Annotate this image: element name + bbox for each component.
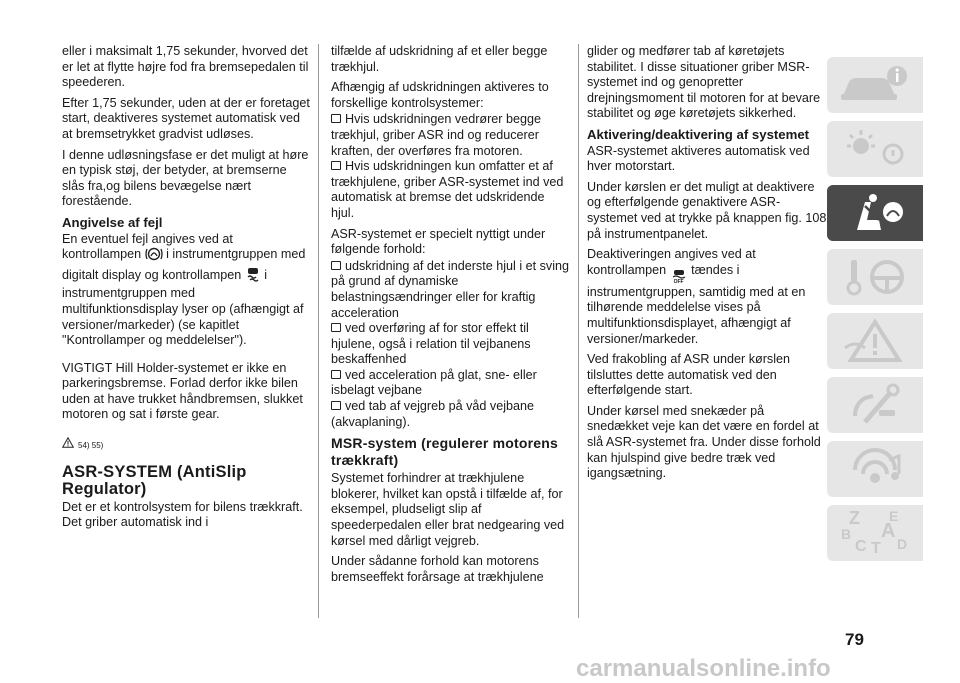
page-number: 79 <box>845 630 864 649</box>
square-bullet-icon <box>331 370 341 379</box>
tab-warning[interactable] <box>827 313 923 369</box>
square-bullet-icon <box>331 401 341 410</box>
paragraph: eller i maksimalt 1,75 sekunder, hvorved det er let at flytte højre fod fra bremsepedalen til speederen. <box>62 44 309 90</box>
index-letter: E <box>889 508 899 524</box>
text: Deaktiveringen angives ved at kontrollampen <box>587 247 756 277</box>
text: En eventuel fejl angives ved at kontrollampen <box>62 231 233 262</box>
list-item-text: ved acceleration på glat, sne- eller isbelagt vejbane <box>331 367 537 398</box>
warning-reference <box>62 437 310 454</box>
paragraph: ASR-systemet aktiveres automatisk ved hver motorstart. <box>587 143 810 174</box>
text: i instrumentgruppen med multifunktionsdisplay lyser op (afhængigt af versioner/markeder) (se kapitlet "Kontrollamper og meddelelser"). <box>62 267 304 348</box>
paragraph-fault <box>62 232 310 349</box>
tab-index[interactable] <box>827 505 923 561</box>
asr-off-lamp-icon <box>672 269 686 285</box>
paragraph-important: VIGTIGT Hill Holder-systemet er ikke en parkeringsbremse. Forlad derfor ikke bilen uden at have trukket håndbremsen, slukket motoren og sat i første gear. <box>62 360 303 422</box>
list-item-text: ved tab af vejgreb på våd vejbane (akvaplaning). <box>331 399 535 429</box>
tab-seat-safety[interactable] <box>827 185 923 241</box>
list-item-text: ved overføring af for stor effekt til hjulene, også i relation til vejbanens beskaffenhed <box>331 321 531 367</box>
off-label: OFF <box>673 278 684 285</box>
warning-numbers: 54) 55) <box>78 440 104 450</box>
paragraph-deactivation <box>587 247 827 347</box>
seat-safety-icon <box>835 190 915 236</box>
skid-car-lamp-icon <box>245 266 261 287</box>
paragraph: Ved frakobling af ASR under kørslen tilsluttes dette automatisk ved den efterfølgende start. <box>587 352 791 398</box>
paragraph: ASR-systemet er specielt nyttigt under følgende forhold: <box>331 226 546 257</box>
text: tændes i instrumentgruppen, samtidig med at en tilhørende meddelelse vises på multifunktionsdisplayet, afhængigt af versioner/markeder. <box>587 262 806 346</box>
paragraph: Under sådanne forhold kan motorens bremseeffekt forårsage at trækhjulene <box>331 554 544 584</box>
column-3 <box>587 44 827 487</box>
column-divider <box>318 44 319 618</box>
asr-warning-lamp-icon <box>145 247 163 266</box>
lights-icon <box>835 126 915 172</box>
paragraph: Systemet forhindrer at trækhjulene blokerer, hvilket kan opstå i tilfælde af, for eksempel, pludseligt slip af speederpedalen eller brat nedgearing ved kørsel med dårligt vejgreb. <box>331 471 565 548</box>
chapter-sidebar <box>827 57 923 569</box>
paragraph: glider og medfører tab af køretøjets stabilitet. I disse situationer griber MSR-systemet ind og genopretter drejningsmoment til motoren for at bevare stabilitet og øge køretøjets sikkerhed. <box>587 44 821 121</box>
list-item <box>331 159 571 221</box>
square-bullet-icon <box>331 161 341 170</box>
tab-key-steering[interactable] <box>827 249 923 305</box>
index-letter: A <box>881 520 896 542</box>
list-item <box>331 259 571 321</box>
heading-asr: ASR-SYSTEM (AntiSlip Regulator) <box>62 462 247 498</box>
paragraph: I denne udløsningsfase er det muligt at høre en typisk støj, der betyder, at bremserne slås fra,og bilens bevægelse nært forestående. <box>62 147 309 209</box>
column-divider <box>578 44 579 618</box>
paragraph: Under kørslen er det muligt at deaktivere og efterfølgende genaktivere ASR-systemet ved at trykke på knappen fig. 108 på instrumentpanelet. <box>587 179 827 241</box>
paragraph: Under kørsel med snekæder på snedækket veje kan det være en fordel at slå ASR-systemet fra. Under disse forhold kan hjulspind give bedre træk ved igangsætning. <box>587 403 821 481</box>
key-steering-icon <box>835 254 915 300</box>
square-bullet-icon <box>331 261 341 270</box>
square-bullet-icon <box>331 114 341 123</box>
index-letter: D <box>897 536 908 552</box>
list-item-text: Hvis udskridningen kun omfatter et af trækhjulene, griber ASR-systemet ind ved automatisk at bremse det udskridende hjul. <box>331 159 564 220</box>
tab-service-tools[interactable] <box>827 377 923 433</box>
heading-fault: Angivelse af fejl <box>62 214 163 230</box>
heading-msr: MSR-system (regulerer motorens trækkraft) <box>331 435 558 469</box>
heading-activation: Aktivering/deaktivering af systemet <box>587 126 810 142</box>
service-tools-icon <box>835 382 915 428</box>
index-letter: C <box>855 538 867 555</box>
list-item-text: Hvis udskridningen vedrører begge trækhjul, griber ASR ind og reducerer kraften, der overføres fra motoren. <box>331 112 542 158</box>
paragraph: Afhængig af udskridningen aktiveres to forskellige kontrolsystemer: <box>331 80 549 110</box>
car-info-icon <box>835 62 915 108</box>
warning-triangle-icon <box>835 318 915 364</box>
list-item <box>331 368 571 399</box>
list-item <box>331 112 571 159</box>
paragraph: tilfælde af udskridning af et eller begge trækhjul. <box>331 44 548 74</box>
tab-media[interactable] <box>827 441 923 497</box>
column-1 <box>62 44 310 536</box>
paragraph: Det er et kontrolsystem for bilens trækkraft. Det griber automatisk ind i <box>62 499 303 530</box>
list-item <box>331 399 571 430</box>
square-bullet-icon <box>331 323 341 332</box>
text: i instrumentgruppen med digitalt display og kontrollampen <box>62 247 306 282</box>
index-letter: T <box>871 540 881 557</box>
watermark: carmanualsonline.info <box>576 655 831 682</box>
index-letter: Z <box>849 508 860 528</box>
tab-lights[interactable] <box>827 121 923 177</box>
warning-triangle-icon <box>62 437 74 454</box>
index-letters-icon <box>835 508 915 558</box>
tab-car-info[interactable] <box>827 57 923 113</box>
list-item <box>331 321 571 368</box>
paragraph: Efter 1,75 sekunder, uden at der er foretaget start, deaktiveres systemet automatisk ved at bremsetrykket gradvist udløses. <box>62 95 310 141</box>
list-item-text: udskridning af det inderste hjul i et sving på grund af dynamiske belastningsændringer eller for kraftig acceleration <box>331 258 570 320</box>
media-icon <box>835 446 915 492</box>
column-2 <box>331 44 571 590</box>
index-letter: B <box>841 526 852 542</box>
